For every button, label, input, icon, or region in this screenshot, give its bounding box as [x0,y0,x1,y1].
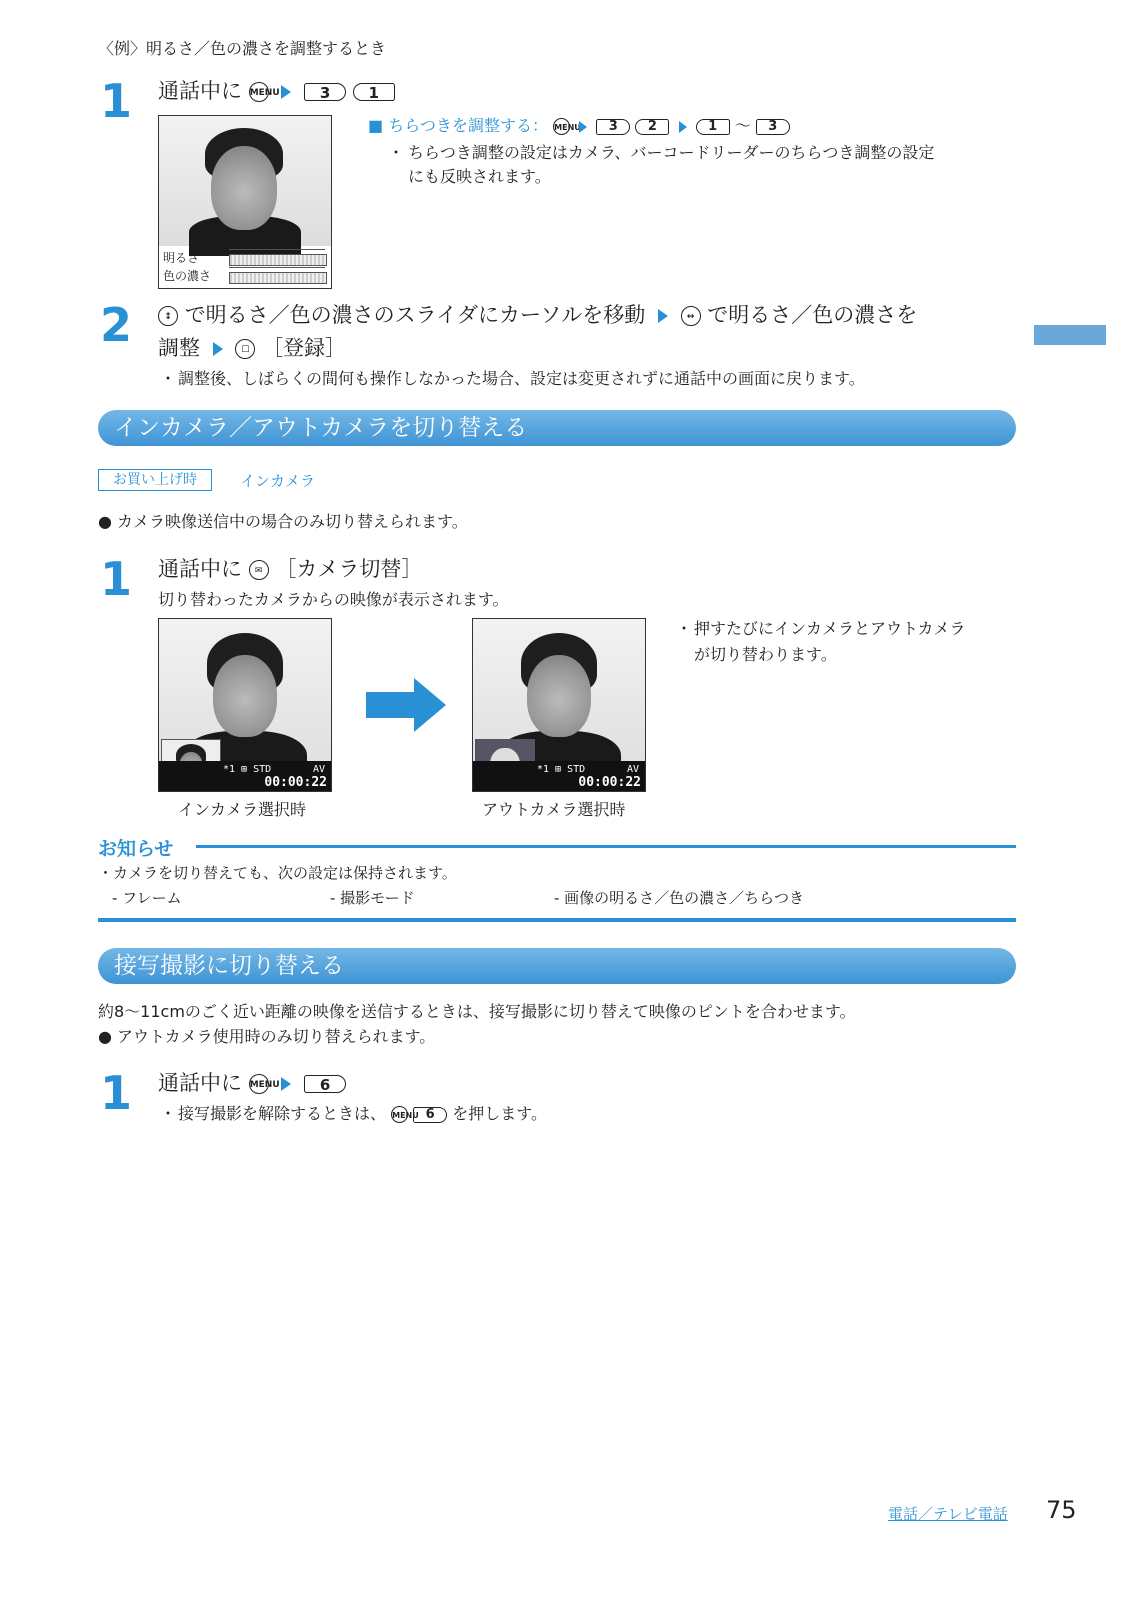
camera-photo [159,116,331,246]
key-1: 1 [353,83,395,101]
condition-text: ● カメラ映像送信中の場合のみ切り替えられます。 [98,512,468,531]
key-6: 6 [413,1107,447,1123]
switch-note-line2: が切り替わります。 [694,645,837,664]
screen-out-camera [472,618,646,792]
status-bar: *1 ⊞ STD AV 00:00:22 [473,761,645,791]
screen-brightness-adjust [158,115,332,289]
updown-key-icon: ↕ [158,306,178,326]
step-instruction: 通話中に ✉ ［カメラ切替］ [158,557,423,581]
flicker-bullet: ・ [388,143,405,162]
chapter-tab [1034,325,1106,345]
step-number: 2 [100,298,133,352]
color-slider[interactable] [229,272,327,284]
info-item: - 撮影モード [330,889,415,907]
arrow-icon [281,1077,291,1091]
switch-note-bullet: ・ [676,619,693,638]
arrow-icon [658,309,668,323]
info-bottom-divider [98,918,1016,922]
step-instruction: ↕ で明るさ／色の濃さのスライダにカーソルを移動 ↔ で明るさ／色の濃さを [158,300,917,330]
arrow-icon [679,121,687,133]
brightness-slider[interactable] [229,254,327,266]
key-1: 1 [696,119,730,135]
menu-key-icon: MENU [391,1106,408,1123]
key-3: 3 [756,119,790,135]
key-3: 3 [304,83,346,101]
macro-description: 約8〜11cmのごく近い距離の映像を送信するときは、接写撮影に切り替えて映像のピントを合わせます。 [98,1002,856,1021]
key-2: 2 [635,119,669,135]
footer-section-link[interactable]: 電話／テレビ電話 [888,1505,1008,1523]
status-bar: *1 ⊞ STD AV 00:00:22 [159,761,331,791]
info-title: お知らせ [98,838,174,860]
step-instruction-cont: 調整 ☐ ［登録］ [158,336,347,360]
macro-condition: ● アウトカメラ使用時のみ切り替えられます。 [98,1027,436,1046]
mail-key-icon: ✉ [249,560,269,580]
leftright-key-icon: ↔ [681,306,701,326]
key-3: 3 [596,119,630,135]
step-instruction [158,76,395,106]
step2-note: 調整後、しばらくの間何も操作しなかった場合、設定は変更されずに通話中の画面に戻ります。 [178,369,865,388]
key-6: 6 [304,1075,346,1093]
arrow-icon [213,342,223,356]
flicker-note-line2: にも反映されます。 [408,167,551,186]
section-title-switch-camera: インカメラ／アウトカメラを切り替える [98,410,1016,446]
menu-key-icon: MENU [553,118,570,135]
info-item: - 画像の明るさ／色の濃さ／ちらつき [554,889,805,907]
example-label: 〈例〉明るさ／色の濃さを調整するとき [98,39,387,58]
flicker-heading: ■ ちらつきを調整する： MENU 3 2 1 〜 3 [368,114,790,138]
step-number: 1 [100,74,133,128]
right-arrow-icon [366,692,416,718]
info-text: ・カメラを切り替えても、次の設定は保持されます。 [98,864,457,882]
call-timer: 00:00:22 [264,775,327,790]
menu-key-icon: MENU [249,82,269,102]
macro-bullet: ・ [160,1104,177,1123]
caption-out-camera: アウトカメラ選択時 [482,800,626,819]
step2-bullet: ・ [160,369,177,388]
page-number: 75 [1046,1496,1077,1524]
flicker-note-line1: ちらつき調整の設定はカメラ、バーコードリーダーのちらつき調整の設定 [408,143,935,162]
phonebook-key-icon: ☐ [235,339,255,359]
color-label: 色の濃さ [163,269,212,283]
arrow-icon [579,121,587,133]
step-number: 1 [100,1066,133,1120]
section-title-macro: 接写撮影に切り替える [98,948,1016,984]
info-divider [196,845,1016,848]
macro-note: 接写撮影を解除するときは、 MENU 6 を押します。 [178,1104,548,1123]
caption-in-camera: インカメラ選択時 [178,800,307,819]
right-arrow-head-icon [414,678,446,732]
screen-in-camera [158,618,332,792]
step-prefix: 通話中に [158,79,242,103]
step-number: 1 [100,552,133,606]
switch-note-line1: 押すたびにインカメラとアウトカメラ [694,619,966,638]
step-description: 切り替わったカメラからの映像が表示されます。 [158,590,509,609]
menu-key-icon: MENU [249,1074,269,1094]
default-tag: お買い上げ時 [98,469,212,491]
default-value: インカメラ [240,472,316,490]
call-timer: 00:00:22 [578,775,641,790]
brightness-label: 明るさ [163,251,200,265]
info-item: - フレーム [112,889,182,907]
step-instruction: 通話中に MENU 6 [158,1068,346,1098]
arrow-icon [281,85,291,99]
